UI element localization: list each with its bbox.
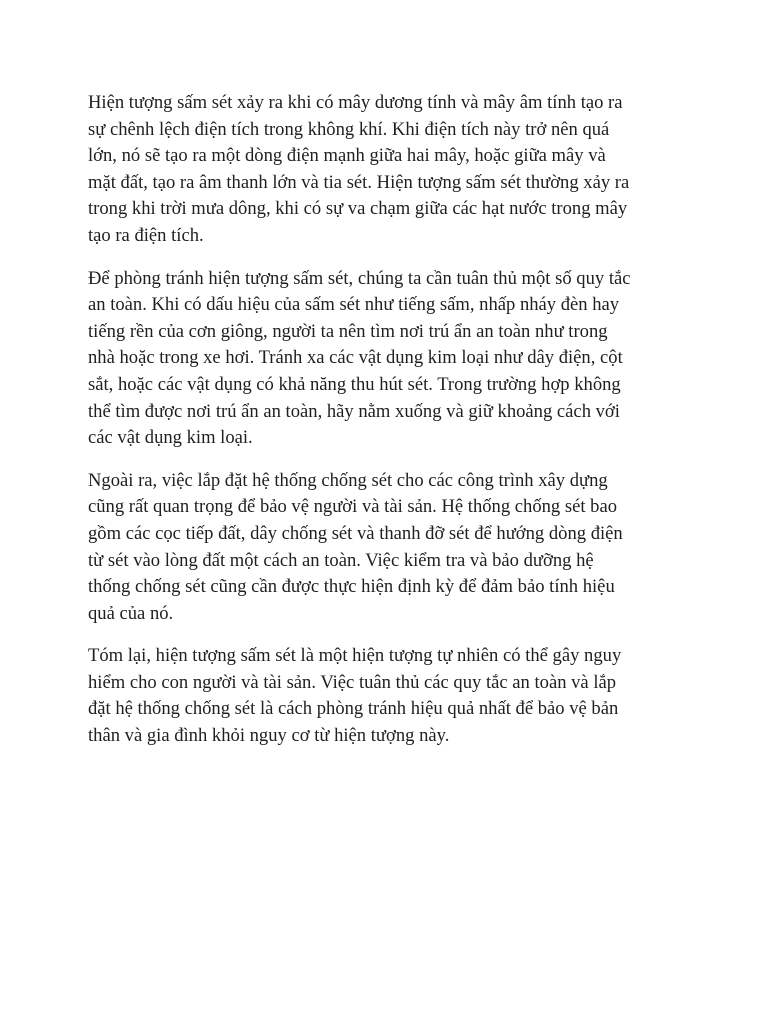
text-line: cũng rất quan trọng để bảo vệ người và tài sản. Hệ thống chống sét bao [88,496,618,518]
text-line: Hiện tượng sấm sét xảy ra khi có mây dương tính và mây âm tính tạo ra [88,92,623,113]
text-line: sắt, hoặc các vật dụng có khả năng thu hút sét. Trong trường hợp không [88,373,621,395]
text-line: Để phòng tránh hiện tượng sấm sét, chúng ta cần tuân thủ một số quy tắc [88,267,631,289]
text-line: tiếng rền của cơn giông, người ta nên tìm nơi trú ẩn an toàn như trong [88,320,608,342]
text-line: Tóm lại, hiện tượng sấm sét là một hiện tượng tự nhiên có thể gây nguy [88,645,622,667]
paragraph-2 [88,266,690,452]
text-line: hiểm cho con người và tài sản. Việc tuân thủ các quy tắc an toàn và lắp [88,671,617,693]
text-line: an toàn. Khi có dấu hiệu của sấm sét như tiếng sấm, nhấp nháy đèn hay [88,294,620,316]
paragraph-3 [88,468,690,628]
document-page [88,90,690,766]
text-line: từ sét vào lòng đất một cách an toàn. Việc kiểm tra và bảo dưỡng hệ [88,549,594,571]
text-line: thể tìm được nơi trú ẩn an toàn, hãy nằm xuống và giữ khoảng cách với [88,400,620,422]
text-line: tạo ra điện tích. [88,224,204,246]
text-line: thống chống sét cũng cần được thực hiện định kỳ để đảm bảo tính hiệu [88,576,615,598]
text-line: lớn, nó sẽ tạo ra một dòng điện mạnh giữa hai mây, hoặc giữa mây và [88,145,606,167]
text-line: đặt hệ thống chống sét là cách phòng tránh hiệu quả nhất để bảo vệ bản [88,698,619,720]
text-line: nhà hoặc trong xe hơi. Tránh xa các vật dụng kim loại như dây điện, cột [88,347,623,369]
text-line: trong khi trời mưa dông, khi có sự va chạm giữa các hạt nước trong mây [88,198,628,220]
text-line: sự chênh lệch điện tích trong không khí. Khi điện tích này trở nên quá [88,118,610,140]
text-line: gồm các cọc tiếp đất, dây chống sét và thanh đỡ sét để hướng dòng điện [88,522,623,544]
text-line: các vật dụng kim loại. [88,427,253,449]
text-line: thân và gia đình khỏi nguy cơ từ hiện tượng này. [88,725,450,747]
paragraph-1 [88,90,690,250]
text-line: quả của nó. [88,602,174,624]
paragraph-4 [88,643,690,749]
text-line: mặt đất, tạo ra âm thanh lớn và tia sét. Hiện tượng sấm sét thường xảy ra [88,171,630,193]
text-line: Ngoài ra, việc lắp đặt hệ thống chống sét cho các công trình xây dựng [88,469,608,491]
